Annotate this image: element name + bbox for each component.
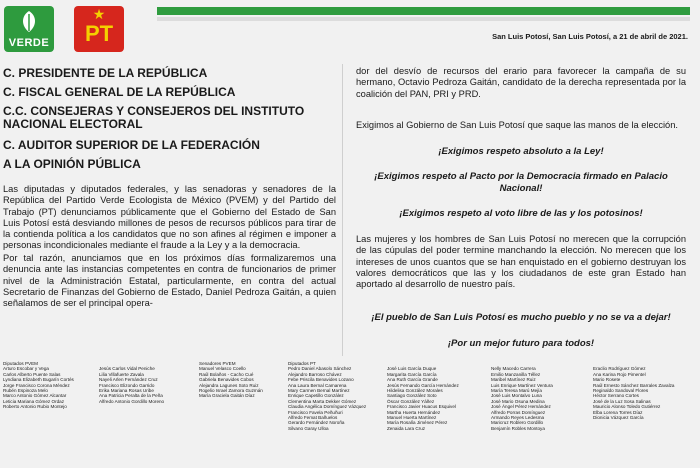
signatory: Alejandra Lagunes Soto Ruiz [199,382,259,388]
star-icon: ★ [92,6,106,22]
signatory: Alfredo Porras Domínguez [491,409,546,415]
signatory: Margarita García García [387,371,437,377]
signatory: Ana Laura Bernal Camarena [288,382,347,388]
signatory: María Teresa Marú Mejía [491,388,542,394]
signatory: Eraclio Rodríguez Gómez [593,366,646,372]
signatory: Gerardo Fernández Noroña [288,420,345,426]
signatory: Maribel Martínez Ruiz [491,377,536,383]
signatory: Claudia Angélica Domínguez Vázquez [288,404,367,410]
signatory: José Luis Montalvo Luna [491,393,542,399]
body-paragraph-4: Exigimos al Gobierno de San Luis Potosí que saque las manos de la elección. [356,120,678,130]
signatory: Enrique Capetillo González [288,393,344,399]
signatory: Marco Antonio Gómez Alcantar [3,393,67,399]
signatory: Ana Patricia Peralta de la Peña [99,393,163,399]
signatory: Leticia Mariana Gómez Ordaz [3,398,65,404]
signatory: Óscar González Yáñez [387,398,435,404]
signatory: Rogelio Israel Zamora Guzmán [199,388,263,394]
signatory: Maricruz Roblero Gordillo [491,420,544,426]
signatory: Jorge Francisco Corona Méndez [3,382,70,388]
signatory: Arturo Escobar y Vega [3,366,49,372]
signatory: Francisco Favela Peñuñuri [288,409,343,415]
pvem-senators-header: Senadores PVEM [199,361,236,366]
header-green-band [157,7,690,15]
demand-people: ¡El pueblo de San Luis Potosí es mucho pueblo y no se va a dejar! [371,312,671,323]
pt-logo [74,6,124,52]
signatory: Mary Carmen Bernal Martínez [288,388,350,394]
signatory: Jesús Carlos Vidal Peniche [99,366,155,372]
pt-deputies-col-4 [593,366,697,420]
pt-deputies-col-2 [387,366,475,431]
signatory: Dionicia Vázquez García [593,415,644,421]
pt-logo-text: PT [84,21,114,46]
signatory: Gabriela Benavides Cobos [199,377,254,383]
column-divider [342,64,343,356]
signatory: José de la Luz Sosa Salinas [593,398,651,404]
signatory: María Rosalía Jiménez Pérez [387,420,448,426]
signatory: Febe Priscila Benavides Lozano [288,377,354,383]
pvem-deputies-col-2 [99,366,187,404]
body-paragraph-1: Las diputadas y diputados federales, y las senadoras y senadores de la República del Partido Verde Ecologista de México (PVEM) y del Partido del Trabajo (PT) denunciamos públicamente que el Gobierno del Estado de San Luis Potosí está desviando millones de pesos de recursos públicos para tirar de la contienda política a los candidatos que no son afines al régimen e imponer a personas incondicionales mediante el fraude a la Ley y a la democracia. [3,184,336,251]
addressee-president: C. PRESIDENTE DE LA REPÚBLICA [3,66,208,80]
signatory: Mario Rosete [593,377,621,383]
signatory: José Ángel Pérez Hernández [491,404,551,410]
signatory: Alfredo Antonio Gordillo Moreno [99,398,165,404]
signatory: Erika Mariana Rosas Uribe [99,388,154,394]
signatory: Lilia Villafuerte Zavala [99,371,144,377]
dateline: San Luis Potosí, San Luis Potosí, a 21 de abril de 2021. [492,32,688,41]
pt-deputies-col-1 [288,361,376,431]
signatory: Manuel Huerta Martínez [387,415,437,421]
addressee-auditor: C. AUDITOR SUPERIOR DE LA FEDERACIÓN [3,138,260,152]
signatory: Raúl Bolaños - Cacho Cué [199,371,254,377]
signatory: Emilio Manzanilla Téllez [491,371,541,377]
signatory: Hildelisa González Morales [387,388,443,394]
signatory: Santiago González Soto [387,393,437,399]
signatory: Héctor Serrano Cortes [593,393,639,399]
signatory: Silvano Garay Ulloa [288,425,329,431]
leaf-icon [18,10,40,34]
demand-law: ¡Exigimos respeto absoluto a la Ley! [438,146,604,157]
signatory: Benjamín Robles Montoya [491,425,545,431]
signatory: Martha Huerta Hernández [387,409,441,415]
signatory: Alfredo Femat Bañuelos [288,415,338,421]
signatory: Zenaida Lara Cruz [387,425,426,431]
signatory: Lyndiana Elizabeth Bugarín Cortés [3,377,74,383]
pvem-deputies-col-1 [3,361,91,410]
demand-future: ¡Por un mejor futuro para todos! [447,338,595,349]
pvem-logo-text: VERDE [8,37,50,49]
signatory: Pedro Daniel Abasolo Sánchez [288,366,352,372]
body-paragraph-5: Las mujeres y los hombres de San Luis Potosí no merecen que la corrupción de las cúpulas del poder termine manchando la elección. No merecen que los intereses de unos cuantos que se han enquistado en el gobierno destruyan los valores democráticos que las y los ciudadanos de este gran Estado han aportado al desarrollo de nuestro país. [356,234,686,290]
addressee-public: A LA OPINIÓN PÚBLICA [3,157,141,171]
pt-deputies-header: Diputados PT [288,361,316,366]
demand-pact: ¡Exigimos respeto al Pacto por la Democracia firmado en Palacio Nacional! [374,171,668,194]
signatory: Elba Lorena Torres Díaz [593,409,643,415]
signatory: Alejandro Barroso Chávez [288,371,342,377]
signatory: Francisco Elizondo Garrido [99,382,155,388]
pvem-logo [4,6,54,52]
signatory: María Graciela Gaitán Díaz [199,393,255,399]
body-paragraph-2: Por tal razón, anunciamos que en los próximos días formalizaremos una denuncia ante las instancias competentes en contra de funcionarios de primer nivel de la Administración Estatal, particularmente, en contra del actual Secretario de Finanzas del Gobierno de Estado, Daniel Pedroza Gaitán, a quien señalamos de ser el principal opera- [3,253,336,309]
signatory: Roberto Antonio Rubio Montejo [3,404,67,410]
pt-deputies-col-3 [491,366,579,431]
signatory: Clementina Marta Dekker Gómez [288,398,357,404]
signatory: Rubén Espinoza Melo [3,388,48,394]
signatory: Jesús Fernando García Hernández [387,382,459,388]
header-light-band [157,17,690,21]
pvem-deputies-header: Diputados PVEM [3,361,38,366]
signatory: José Luis García Duque [387,366,437,372]
addressee-ine: C.C. CONSEJERAS Y CONSEJEROS DEL INSTITUTO NACIONAL ELECTORAL [3,104,305,131]
signatory: Ana Karina Rojo Pimentel [593,371,646,377]
signatory: Luis Enrique Martínez Ventura [491,382,553,388]
signatory: Raúl Ernesto Sánchez Barrales Zavalza [593,382,675,388]
signatory: Carlos Alberto Puente Salas [3,371,61,377]
signatory: Armando Reyes Ledesma [491,415,545,421]
pvem-senators-col [199,361,287,399]
signatory: Ana Ruth García Grande [387,377,438,383]
signatory: Nayeli Arlen Fernández Cruz [99,377,158,383]
signatory: José Mario Osuna Medina [491,398,545,404]
body-paragraph-3: dor del desvío de recursos del erario para favorecer la campaña de su hermano, Octavio Pedroza Gaitán, candidato de la derecha representada por la coalición del PAN, PRI y PRD. [356,66,686,99]
signatory: Mauricio Alonso Toledo Gutiérrez [593,404,661,410]
demand-vote: ¡Exigimos respeto al voto libre de las y los potosinos! [399,208,643,219]
signatory: Nelly Macedo Carrera [491,366,536,372]
addressee-fiscal: C. FISCAL GENERAL DE LA REPÚBLICA [3,85,236,99]
signatory: Francisco Javier Huacus Esquivel [387,404,456,410]
signatory: Manuel Velasco Coello [199,366,246,372]
signatory: Reginaldo Sandoval Flores [593,388,649,394]
